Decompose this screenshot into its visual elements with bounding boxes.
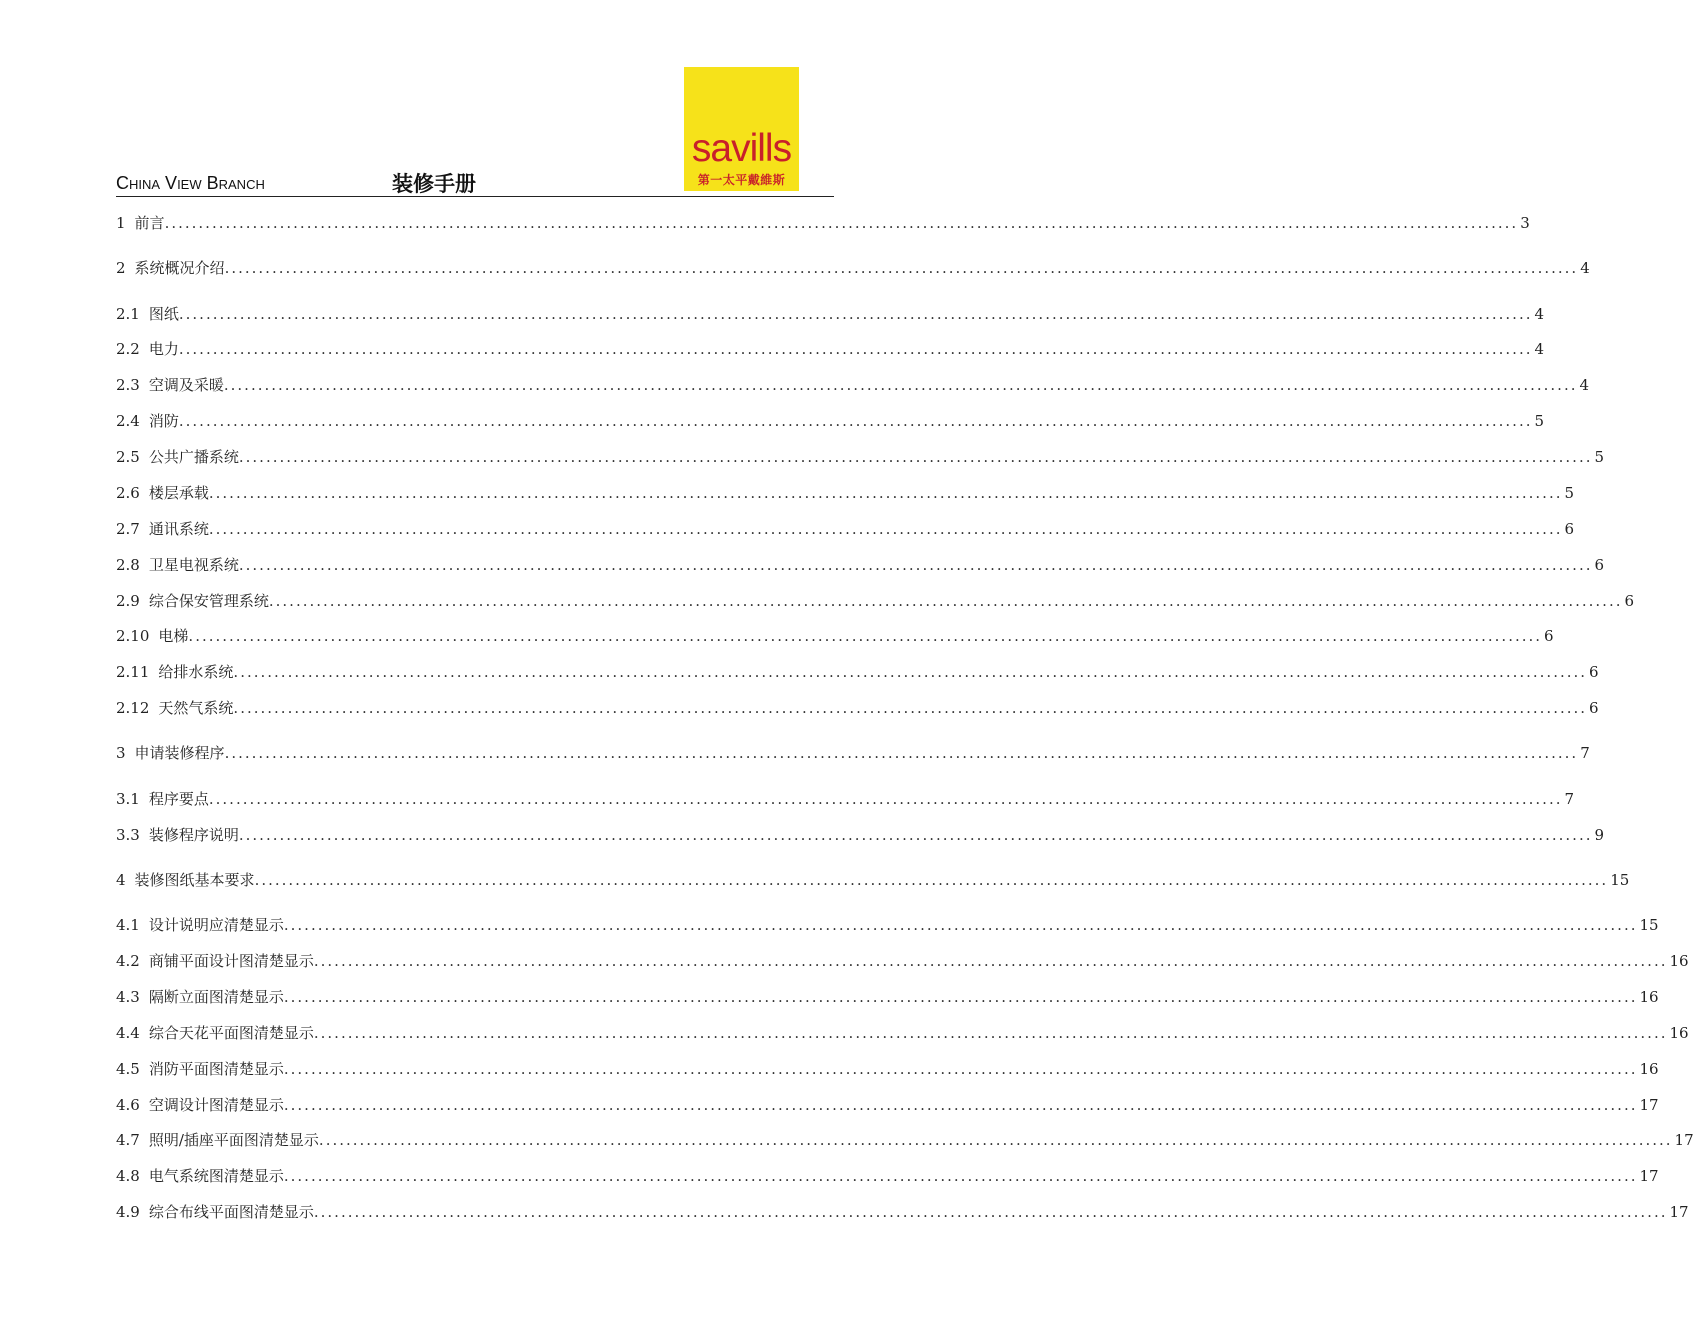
logo-chinese-name: 第一太平戴維斯	[697, 173, 786, 187]
toc-entry-page: 7	[1564, 790, 1575, 808]
toc-entry-page: 4	[1534, 305, 1545, 323]
toc-entry-page: 6	[1589, 663, 1599, 681]
toc-entry-title: 空调及采暖	[148, 376, 224, 394]
toc-entry[interactable]	[116, 742, 1590, 764]
toc-dot-leader: ........................................................................................................................................................................................................	[233, 699, 1588, 717]
toc-entry-page: 17	[1639, 1167, 1659, 1185]
toc-entry-number: 2.2	[116, 340, 140, 358]
toc-entry[interactable]	[116, 212, 1530, 234]
toc-entry-number: 3.1	[116, 790, 140, 808]
toc-entry[interactable]	[116, 1165, 1659, 1187]
toc-dot-leader: ........................................................................................................................................................................................................	[283, 1167, 1638, 1185]
toc-entry-page: 6	[1544, 627, 1554, 645]
toc-entry-number: 4.6	[116, 1096, 140, 1114]
toc-entry-number: 4.4	[116, 1024, 140, 1042]
toc-entry-number: 4.2	[116, 952, 140, 970]
toc-entry[interactable]	[116, 374, 1590, 396]
toc-entry-page: 9	[1594, 826, 1605, 844]
toc-entry-title: 空调设计图清楚显示	[148, 1096, 284, 1114]
toc-entry-number: 2.1	[116, 305, 140, 323]
toc-entry-title: 程序要点	[148, 790, 209, 808]
toc-dot-leader: ........................................................................................................................................................................................................	[164, 214, 1519, 232]
toc-entry-title: 隔断立面图清楚显示	[148, 988, 284, 1006]
toc-entry-title: 天然气系统	[158, 699, 234, 717]
toc-entry-number: 4.3	[116, 988, 140, 1006]
toc-entry-page: 17	[1674, 1131, 1694, 1149]
toc-entry-page: 15	[1639, 916, 1659, 934]
header-branch-name: China View Branch	[116, 173, 265, 193]
toc-dot-leader: ........................................................................................................................................................................................................	[178, 340, 1533, 358]
toc-entry-title: 通讯系统	[148, 520, 209, 538]
toc-entry-number: 2.7	[116, 520, 140, 538]
toc-entry-number: 4.5	[116, 1060, 140, 1078]
toc-entry-page: 5	[1564, 484, 1575, 502]
toc-entry-number: 2.3	[116, 376, 140, 394]
toc-dot-leader: ........................................................................................................................................................................................................	[318, 1131, 1673, 1149]
toc-entry[interactable]	[116, 869, 1630, 891]
toc-entry[interactable]	[116, 986, 1659, 1008]
toc-entry-number: 2.11	[116, 663, 150, 681]
toc-entry-number: 2	[116, 259, 126, 277]
toc-entry-title: 电气系统图清楚显示	[148, 1167, 284, 1185]
toc-entry-page: 17	[1639, 1096, 1659, 1114]
toc-entry-title: 前言	[134, 214, 165, 232]
toc-entry-title: 电梯	[158, 627, 189, 645]
toc-entry-title: 照明/插座平面图清楚显示	[148, 1131, 319, 1149]
toc-entry-number: 3.3	[116, 826, 140, 844]
toc-entry-page: 6	[1624, 592, 1635, 610]
toc-entry[interactable]	[116, 914, 1659, 936]
toc-dot-leader: ........................................................................................................................................................................................................	[233, 663, 1588, 681]
toc-entry-page: 3	[1520, 214, 1530, 232]
toc-entry-number: 4.8	[116, 1167, 140, 1185]
toc-dot-leader: ........................................................................................................................................................................................................	[224, 259, 1579, 277]
toc-entry-title: 消防	[148, 412, 179, 430]
toc-dot-leader: ........................................................................................................................................................................................................	[238, 448, 1593, 466]
toc-dot-leader: ........................................................................................................................................................................................................	[224, 744, 1579, 762]
toc-entry[interactable]	[116, 518, 1575, 540]
toc-entry-number: 2.10	[116, 627, 150, 645]
toc-entry-number: 2.5	[116, 448, 140, 466]
toc-entry[interactable]	[116, 1022, 1689, 1044]
toc-entry-title: 电力	[148, 340, 179, 358]
toc-dot-leader: ........................................................................................................................................................................................................	[283, 988, 1638, 1006]
toc-entry-title: 系统概况介绍	[134, 259, 225, 277]
toc-entry[interactable]	[116, 788, 1575, 810]
toc-dot-leader: ........................................................................................................................................................................................................	[208, 484, 1563, 502]
toc-entry-title: 综合保安管理系统	[148, 592, 269, 610]
savills-logo	[684, 67, 799, 191]
logo-wordmark: savills	[691, 127, 792, 170]
toc-entry[interactable]	[116, 303, 1545, 325]
toc-dot-leader: ........................................................................................................................................................................................................	[313, 1203, 1668, 1221]
toc-entry[interactable]	[116, 1129, 1694, 1151]
toc-entry[interactable]	[116, 554, 1605, 576]
toc-entry-page: 16	[1669, 952, 1689, 970]
toc-entry[interactable]	[116, 1201, 1689, 1223]
toc-entry-page: 16	[1639, 988, 1659, 1006]
toc-entry[interactable]	[116, 482, 1575, 504]
toc-dot-leader: ........................................................................................................................................................................................................	[188, 627, 1543, 645]
toc-entry-title: 申请装修程序	[134, 744, 225, 762]
toc-dot-leader: ........................................................................................................................................................................................................	[178, 412, 1533, 430]
toc-dot-leader: ........................................................................................................................................................................................................	[268, 592, 1623, 610]
toc-dot-leader: ........................................................................................................................................................................................................	[313, 952, 1668, 970]
toc-entry[interactable]	[116, 625, 1554, 647]
toc-entry-page: 6	[1594, 556, 1605, 574]
toc-entry-page: 7	[1580, 744, 1590, 762]
toc-entry-page: 17	[1669, 1203, 1689, 1221]
toc-entry-number: 4	[116, 871, 126, 889]
toc-entry-title: 装修图纸基本要求	[134, 871, 255, 889]
toc-entry-title: 卫星电视系统	[148, 556, 239, 574]
toc-entry-page: 15	[1610, 871, 1630, 889]
toc-dot-leader: ........................................................................................................................................................................................................	[283, 916, 1638, 934]
toc-entry-number: 1	[116, 214, 126, 232]
toc-dot-leader: ........................................................................................................................................................................................................	[238, 826, 1593, 844]
toc-entry-page: 16	[1669, 1024, 1689, 1042]
toc-entry-title: 消防平面图清楚显示	[148, 1060, 284, 1078]
toc-entry[interactable]	[116, 1058, 1659, 1080]
header-divider	[116, 196, 834, 197]
toc-entry-number: 2.6	[116, 484, 140, 502]
toc-entry[interactable]	[116, 824, 1605, 846]
toc-entry-title: 给排水系统	[158, 663, 234, 681]
toc-entry-page: 4	[1580, 259, 1590, 277]
toc-entry-title: 综合天花平面图清楚显示	[148, 1024, 314, 1042]
toc-entry-title: 公共广播系统	[148, 448, 239, 466]
toc-dot-leader: ........................................................................................................................................................................................................	[313, 1024, 1668, 1042]
toc-entry-number: 2.12	[116, 699, 150, 717]
toc-entry-number: 3	[116, 744, 126, 762]
document-title: 装修手册	[392, 172, 476, 196]
toc-entry[interactable]	[116, 446, 1605, 468]
toc-entry-title: 综合布线平面图清楚显示	[148, 1203, 314, 1221]
toc-dot-leader: ........................................................................................................................................................................................................	[283, 1096, 1638, 1114]
toc-entry-number: 4.1	[116, 916, 140, 934]
toc-entry-page: 4	[1534, 340, 1545, 358]
toc-dot-leader: ........................................................................................................................................................................................................	[254, 871, 1609, 889]
toc-entry-page: 16	[1639, 1060, 1659, 1078]
toc-entry-page: 5	[1534, 412, 1545, 430]
toc-entry-number: 4.7	[116, 1131, 140, 1149]
toc-dot-leader: ........................................................................................................................................................................................................	[178, 305, 1533, 323]
toc-entry-title: 楼层承载	[148, 484, 209, 502]
toc-dot-leader: ........................................................................................................................................................................................................	[283, 1060, 1638, 1078]
toc-dot-leader: ........................................................................................................................................................................................................	[223, 376, 1578, 394]
toc-dot-leader: ........................................................................................................................................................................................................	[238, 556, 1593, 574]
toc-entry-number: 2.9	[116, 592, 140, 610]
toc-entry-number: 4.9	[116, 1203, 140, 1221]
toc-entry-title: 商铺平面设计图清楚显示	[148, 952, 314, 970]
toc-entry-title: 装修程序说明	[148, 826, 239, 844]
toc-entry-page: 5	[1594, 448, 1605, 466]
toc-entry[interactable]	[116, 661, 1599, 683]
toc-entry[interactable]	[116, 950, 1689, 972]
toc-entry-page: 4	[1579, 376, 1590, 394]
toc-entry[interactable]	[116, 338, 1545, 360]
toc-entry[interactable]	[116, 697, 1599, 719]
toc-entry-title: 图纸	[148, 305, 179, 323]
toc-entry[interactable]	[116, 257, 1590, 279]
toc-entry-page: 6	[1589, 699, 1599, 717]
toc-entry-number: 2.4	[116, 412, 140, 430]
toc-entry-page: 6	[1564, 520, 1575, 538]
toc-entry[interactable]	[116, 410, 1545, 432]
toc-dot-leader: ........................................................................................................................................................................................................	[208, 790, 1563, 808]
toc-entry-number: 2.8	[116, 556, 140, 574]
toc-entry-title: 设计说明应清楚显示	[148, 916, 284, 934]
toc-dot-leader: ........................................................................................................................................................................................................	[208, 520, 1563, 538]
toc-entry[interactable]	[116, 1094, 1659, 1116]
toc-entry[interactable]	[116, 590, 1635, 612]
